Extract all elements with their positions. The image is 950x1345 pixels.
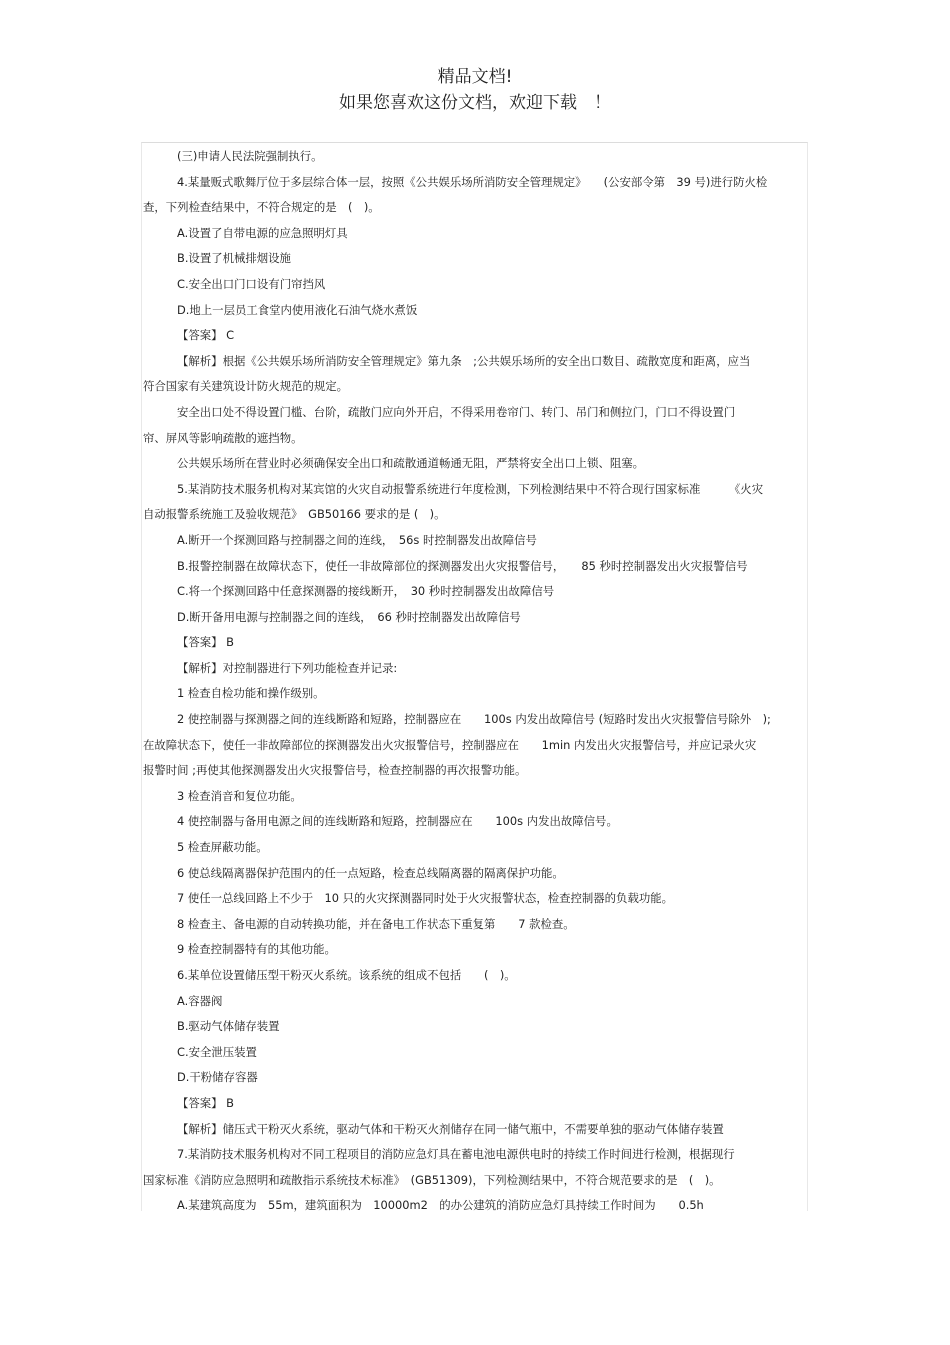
text-line: A.容器阀	[177, 993, 223, 1008]
document-body	[143, 144, 807, 1219]
text-line: 【答案】 C	[177, 328, 235, 343]
text-line: 在故障状态下，使任一非故障部位的探测器发出火灾报警信号，控制器应在 1min 内发出火灾报警信号，并应记录火灾	[143, 737, 757, 752]
text-line: 7 使任一总线回路上不少于 10 只的火灾探测器同时处于火灾报警状态，检查控制器的负载功能。	[177, 891, 674, 906]
text-line: 5 检查屏蔽功能。	[177, 840, 268, 855]
text-line: 查，下列检查结果中，不符合规定的是 ( )。	[143, 200, 380, 215]
text-line: 公共娱乐场所在营业时必须确保安全出口和疏散通道畅通无阻，严禁将安全出口上锁、阻塞。	[177, 456, 645, 471]
text-line: C.将一个探测回路中任意探测器的接线断开， 30 秒时控制器发出故障信号	[177, 584, 555, 599]
text-line: B.驱动气体储存装置	[177, 1019, 280, 1034]
text-line: D.地上一层员工食堂内使用液化石油气烧水煮饭	[177, 302, 418, 317]
document-header	[0, 66, 950, 114]
header-title: 精品文档!	[437, 67, 513, 87]
text-line: 4.某量贩式歌舞厅位于多层综合体一层，按照《公共娱乐场所消防安全管理规定》 (公安部令第 39 号)进行防火检	[177, 174, 768, 189]
text-line: (三)申请人民法院强制执行。	[177, 149, 323, 163]
header-subtitle: 如果您喜欢这份文档，欢迎下载 ！	[339, 93, 611, 113]
text-line: 3 检查消音和复位功能。	[177, 788, 302, 803]
text-line: A.某建筑高度为 55m，建筑面积为 10000m2 的办公建筑的消防应急灯具持续工作时间为 0.5h	[177, 1198, 704, 1213]
text-line: 自动报警系统施工及验收规范》 GB50166 要求的是 ( )。	[143, 507, 446, 522]
text-line: C.安全出口门口设有门帘挡风	[177, 276, 326, 291]
text-line: 【解析】对控制器进行下列功能检查并记录:	[177, 660, 398, 675]
text-line: 符合国家有关建筑设计防火规范的规定。	[143, 379, 349, 394]
text-line: 8 检查主、备电源的自动转换功能，并在备电工作状态下重复第 7 款检查。	[177, 916, 575, 931]
text-line: B.设置了机械排烟设施	[177, 251, 291, 266]
text-line: A.设置了自带电源的应急照明灯具	[177, 225, 348, 240]
text-line: D.断开备用电源与控制器之间的连线， 66 秒时控制器发出故障信号	[177, 609, 521, 624]
text-line: 【答案】 B	[177, 635, 234, 650]
text-line: D.干粉储存容器	[177, 1070, 258, 1085]
text-line: 报警时间 ;再使其他探测器发出火灾报警信号，检查控制器的再次报警功能。	[143, 763, 527, 778]
text-line: 帘、屏风等影响疏散的遮挡物。	[143, 430, 303, 445]
text-line: 国家标准《消防应急照明和疏散指示系统技术标准》 (GB51309)，下列检测结果中，不符合规范要求的是 ( )。	[143, 1172, 721, 1187]
text-line: 9 检查控制器特有的其他功能。	[177, 942, 336, 957]
text-line: 【答案】 B	[177, 1095, 234, 1110]
text-line: C.安全泄压装置	[177, 1044, 257, 1059]
text-line: 2 使控制器与探测器之间的连线断路和短路，控制器应在 100s 内发出故障信号 (短路时发出火灾报警信号除外 );	[177, 712, 771, 727]
text-line: 7.某消防技术服务机构对不同工程项目的消防应急灯具在蓄电池电源供电时的持续工作时间进行检测，根据现行	[177, 1147, 735, 1162]
text-line: 5.某消防技术服务机构对某宾馆的火灾自动报警系统进行年度检测，下列检测结果中不符合现行国家标准 《火灾	[177, 481, 764, 496]
text-line: 6.某单位设置储压型干粉灭火系统。该系统的组成不包括 ( )。	[177, 968, 516, 982]
text-line: 【解析】根据《公共娱乐场所消防安全管理规定》第九条 ;公共娱乐场所的安全出口数目、疏散宽度和距离，应当	[177, 353, 751, 368]
text-line: 【解析】储压式干粉灭火系统，驱动气体和干粉灭火剂储存在同一储气瓶中，不需要单独的驱动气体储存装置	[177, 1121, 724, 1136]
text-line: 安全出口处不得设置门槛、台阶，疏散门应向外开启，不得采用卷帘门、转门、吊门和侧拉门，门口不得设置门	[177, 404, 736, 419]
text-line: 6 使总线隔离器保护范围内的任一点短路，检查总线隔离器的隔离保护功能。	[177, 865, 564, 880]
text-line: 1 检查自检功能和操作级别。	[177, 686, 325, 701]
text-line: 4 使控制器与备用电源之间的连线断路和短路，控制器应在 100s 内发出故障信号。	[177, 814, 618, 829]
text-line: B.报警控制器在故障状态下，使任一非故障部位的探测器发出火灾报警信号， 85 秒时控制器发出火灾报警信号	[177, 558, 748, 573]
text-line: A.断开一个探测回路与控制器之间的连线， 56s 时控制器发出故障信号	[177, 532, 537, 547]
